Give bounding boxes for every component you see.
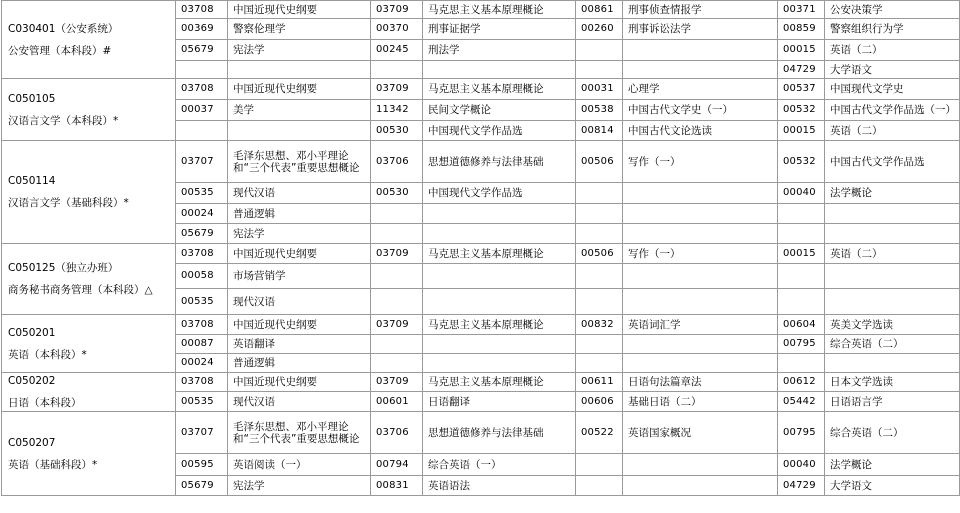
major-name: 商务秘书商务管理（本科段）△ — [8, 284, 153, 296]
course-code-c: 00031 — [576, 79, 623, 100]
course-code-b: 03706 — [371, 412, 423, 454]
course-code-b — [371, 289, 423, 315]
major-code: C050202 — [8, 375, 56, 387]
course-name-c: 写作（一） — [623, 141, 778, 183]
course-code-c — [576, 264, 623, 289]
course-name-b: 马克思主义基本原理概论 — [423, 244, 576, 264]
course-name-a: 美学 — [228, 100, 371, 121]
major-code: C050125（独立办班） — [8, 262, 119, 274]
course-code-c: 00506 — [576, 244, 623, 264]
course-code-a: 00595 — [176, 454, 228, 476]
course-name-a: 中国近现代史纲要 — [228, 79, 371, 100]
course-name-d: 综合英语（二） — [825, 412, 960, 454]
course-name-c — [623, 476, 778, 496]
exam-schedule-table — [1, 0, 960, 496]
course-code-c: 00861 — [576, 1, 623, 19]
course-name-b — [423, 354, 576, 373]
course-name-b — [423, 224, 576, 244]
course-code-b — [371, 224, 423, 244]
course-code-d: 00795 — [778, 335, 825, 354]
course-code-b — [371, 264, 423, 289]
course-name-c: 日语句法篇章法 — [623, 373, 778, 392]
course-name-a: 宪法学 — [228, 476, 371, 496]
course-name-b: 中国现代文学作品选 — [423, 121, 576, 141]
course-code-c — [576, 183, 623, 204]
course-code-a: 05679 — [176, 40, 228, 61]
course-code-a: 03708 — [176, 244, 228, 264]
course-name-b: 马克思主义基本原理概论 — [423, 79, 576, 100]
course-name-c — [623, 204, 778, 224]
course-name-c — [623, 224, 778, 244]
course-code-a: 05679 — [176, 476, 228, 496]
course-code-c: 00538 — [576, 100, 623, 121]
course-code-a: 03707 — [176, 141, 228, 183]
course-name-d: 英美文学选读 — [825, 315, 960, 335]
course-name-a: 宪法学 — [228, 224, 371, 244]
course-name-d: 中国古代文学作品选（一） — [825, 100, 960, 121]
course-code-d: 00537 — [778, 79, 825, 100]
course-code-a: 03707 — [176, 412, 228, 454]
course-name-a: 普通逻辑 — [228, 354, 371, 373]
course-code-c — [576, 289, 623, 315]
course-code-b: 00530 — [371, 121, 423, 141]
course-name-a — [228, 121, 371, 141]
course-code-d: 00040 — [778, 183, 825, 204]
course-name-c: 写作（一） — [623, 244, 778, 264]
course-code-d — [778, 264, 825, 289]
course-name-d — [825, 289, 960, 315]
course-code-c — [576, 224, 623, 244]
course-code-a: 00024 — [176, 204, 228, 224]
course-code-d — [778, 224, 825, 244]
course-name-b: 日语翻译 — [423, 392, 576, 412]
major-code: C050201 — [8, 326, 56, 339]
course-name-b — [423, 289, 576, 315]
course-code-b: 03709 — [371, 373, 423, 392]
course-name-d: 英语（二） — [825, 244, 960, 264]
course-code-b — [371, 204, 423, 224]
course-code-a: 03708 — [176, 79, 228, 100]
course-name-a: 英语阅读（一） — [228, 454, 371, 476]
course-name-d: 中国现代文学史 — [825, 79, 960, 100]
course-code-c: 00832 — [576, 315, 623, 335]
course-code-b — [371, 354, 423, 373]
course-code-b: 00530 — [371, 183, 423, 204]
course-code-c — [576, 354, 623, 373]
course-code-b — [371, 61, 423, 79]
course-name-d — [825, 354, 960, 373]
course-name-a: 现代汉语 — [228, 289, 371, 315]
course-code-d: 00015 — [778, 121, 825, 141]
course-name-a: 中国近现代史纲要 — [228, 373, 371, 392]
course-name-a: 毛泽东思想、邓小平理论和“三个代表”重要思想概论 — [228, 141, 371, 183]
course-code-d: 04729 — [778, 61, 825, 79]
course-code-b: 00831 — [371, 476, 423, 496]
major-cell — [2, 1, 176, 79]
course-code-c: 00522 — [576, 412, 623, 454]
course-name-b: 马克思主义基本原理概论 — [423, 373, 576, 392]
course-code-c: 00606 — [576, 392, 623, 412]
course-code-d — [778, 354, 825, 373]
course-code-b: 03709 — [371, 1, 423, 19]
course-name-d: 日语语言学 — [825, 392, 960, 412]
course-code-d — [778, 289, 825, 315]
course-code-d: 00015 — [778, 244, 825, 264]
major-cell — [2, 373, 176, 412]
course-code-c — [576, 204, 623, 224]
course-name-d: 法学概论 — [825, 183, 960, 204]
course-name-b: 马克思主义基本原理概论 — [423, 315, 576, 335]
course-code-c: 00506 — [576, 141, 623, 183]
course-code-b: 00245 — [371, 40, 423, 61]
course-name-c — [623, 40, 778, 61]
course-code-a: 00058 — [176, 264, 228, 289]
course-code-b: 03706 — [371, 141, 423, 183]
course-code-c: 00814 — [576, 121, 623, 141]
course-code-a: 03708 — [176, 315, 228, 335]
major-cell — [2, 141, 176, 244]
major-cell — [2, 315, 176, 373]
course-name-c: 中国古代文论选读 — [623, 121, 778, 141]
course-code-b: 00601 — [371, 392, 423, 412]
course-code-d: 00015 — [778, 40, 825, 61]
course-name-d — [825, 224, 960, 244]
exam-schedule-body — [2, 1, 960, 496]
course-name-c: 英语词汇学 — [623, 315, 778, 335]
course-code-d: 00532 — [778, 141, 825, 183]
major-name: 英语（本科段）* — [8, 348, 87, 361]
major-code: C050105 — [8, 92, 56, 105]
course-code-a: 03708 — [176, 1, 228, 19]
course-name-d: 大学语文 — [825, 61, 960, 79]
course-name-d: 大学语文 — [825, 476, 960, 496]
course-code-b: 00370 — [371, 19, 423, 40]
course-code-b: 03709 — [371, 244, 423, 264]
course-code-a: 00369 — [176, 19, 228, 40]
major-code: C050207 — [8, 436, 56, 449]
course-code-b: 03709 — [371, 315, 423, 335]
course-name-a: 现代汉语 — [228, 392, 371, 412]
course-name-a: 中国近现代史纲要 — [228, 315, 371, 335]
course-name-a: 中国近现代史纲要 — [228, 1, 371, 19]
course-name-a — [228, 61, 371, 79]
course-code-a: 00024 — [176, 354, 228, 373]
course-name-c — [623, 264, 778, 289]
course-name-b — [423, 204, 576, 224]
course-name-a: 普通逻辑 — [228, 204, 371, 224]
course-code-d: 00532 — [778, 100, 825, 121]
course-name-d: 日本文学选读 — [825, 373, 960, 392]
course-name-b: 英语语法 — [423, 476, 576, 496]
major-name: 公安管理（本科段）# — [8, 44, 112, 57]
course-name-c — [623, 454, 778, 476]
course-name-c: 中国古代文学史（一） — [623, 100, 778, 121]
course-name-c: 心理学 — [623, 79, 778, 100]
course-name-b — [423, 335, 576, 354]
course-code-a — [176, 121, 228, 141]
major-name: 汉语言文学（基础科段）* — [8, 197, 129, 209]
course-code-a: 03708 — [176, 373, 228, 392]
course-code-b: 00794 — [371, 454, 423, 476]
major-cell — [2, 79, 176, 141]
course-code-d: 00795 — [778, 412, 825, 454]
course-name-c — [623, 354, 778, 373]
course-code-a: 05679 — [176, 224, 228, 244]
course-code-d: 05442 — [778, 392, 825, 412]
major-code: C050114 — [8, 175, 56, 187]
course-code-d — [778, 204, 825, 224]
major-name: 英语（基础科段）* — [8, 458, 98, 471]
course-code-c — [576, 61, 623, 79]
course-name-b — [423, 61, 576, 79]
major-cell — [2, 244, 176, 315]
course-name-a: 中国近现代史纲要 — [228, 244, 371, 264]
course-code-c — [576, 40, 623, 61]
table-row — [2, 373, 960, 392]
course-code-d: 00040 — [778, 454, 825, 476]
course-name-b: 刑法学 — [423, 40, 576, 61]
course-name-b: 思想道德修养与法律基础 — [423, 412, 576, 454]
course-name-a: 毛泽东思想、邓小平理论和“三个代表”重要思想概论 — [228, 412, 371, 454]
course-code-c — [576, 476, 623, 496]
course-name-d: 警察组织行为学 — [825, 19, 960, 40]
course-code-a: 00535 — [176, 289, 228, 315]
major-cell — [2, 412, 176, 496]
course-name-d — [825, 204, 960, 224]
course-code-c — [576, 454, 623, 476]
course-name-a: 市场营销学 — [228, 264, 371, 289]
course-code-b — [371, 335, 423, 354]
major-name: 汉语言文学（本科段）* — [8, 114, 119, 127]
course-name-c — [623, 183, 778, 204]
course-code-a: 00087 — [176, 335, 228, 354]
major-name: 日语（本科段） — [8, 397, 82, 409]
course-code-d: 00612 — [778, 373, 825, 392]
table-row — [2, 141, 960, 183]
course-name-c — [623, 289, 778, 315]
course-code-a: 00535 — [176, 183, 228, 204]
major-code: C030401（公安系统） — [8, 22, 119, 35]
course-name-a: 英语翻译 — [228, 335, 371, 354]
course-code-b: 11342 — [371, 100, 423, 121]
course-code-c — [576, 335, 623, 354]
course-name-a: 宪法学 — [228, 40, 371, 61]
course-name-d: 英语（二） — [825, 40, 960, 61]
course-name-d: 中国古代文学作品选 — [825, 141, 960, 183]
course-name-c — [623, 61, 778, 79]
table-row — [2, 244, 960, 264]
course-name-b: 中国现代文学作品选 — [423, 183, 576, 204]
table-row — [2, 315, 960, 335]
course-name-c — [623, 335, 778, 354]
course-name-b: 思想道德修养与法律基础 — [423, 141, 576, 183]
course-name-c: 刑事诉讼法学 — [623, 19, 778, 40]
course-name-b — [423, 264, 576, 289]
table-row — [2, 412, 960, 454]
table-row — [2, 1, 960, 19]
course-code-a: 00037 — [176, 100, 228, 121]
course-name-b: 综合英语（一） — [423, 454, 576, 476]
course-name-c: 刑事侦查情报学 — [623, 1, 778, 19]
course-name-c: 英语国家概况 — [623, 412, 778, 454]
course-name-c: 基础日语（二） — [623, 392, 778, 412]
course-name-d: 公安决策学 — [825, 1, 960, 19]
course-code-c: 00611 — [576, 373, 623, 392]
course-code-c: 00260 — [576, 19, 623, 40]
course-name-d: 英语（二） — [825, 121, 960, 141]
course-code-a — [176, 61, 228, 79]
course-name-d — [825, 264, 960, 289]
course-name-d: 综合英语（二） — [825, 335, 960, 354]
course-name-b: 刑事证据学 — [423, 19, 576, 40]
course-name-d: 法学概论 — [825, 454, 960, 476]
course-code-d: 00604 — [778, 315, 825, 335]
course-code-a: 00535 — [176, 392, 228, 412]
course-code-d: 04729 — [778, 476, 825, 496]
course-name-b: 民间文学概论 — [423, 100, 576, 121]
course-name-a: 现代汉语 — [228, 183, 371, 204]
course-code-d: 00371 — [778, 1, 825, 19]
course-name-a: 警察伦理学 — [228, 19, 371, 40]
course-code-d: 00859 — [778, 19, 825, 40]
course-name-b: 马克思主义基本原理概论 — [423, 1, 576, 19]
course-code-b: 03709 — [371, 79, 423, 100]
table-row — [2, 79, 960, 100]
